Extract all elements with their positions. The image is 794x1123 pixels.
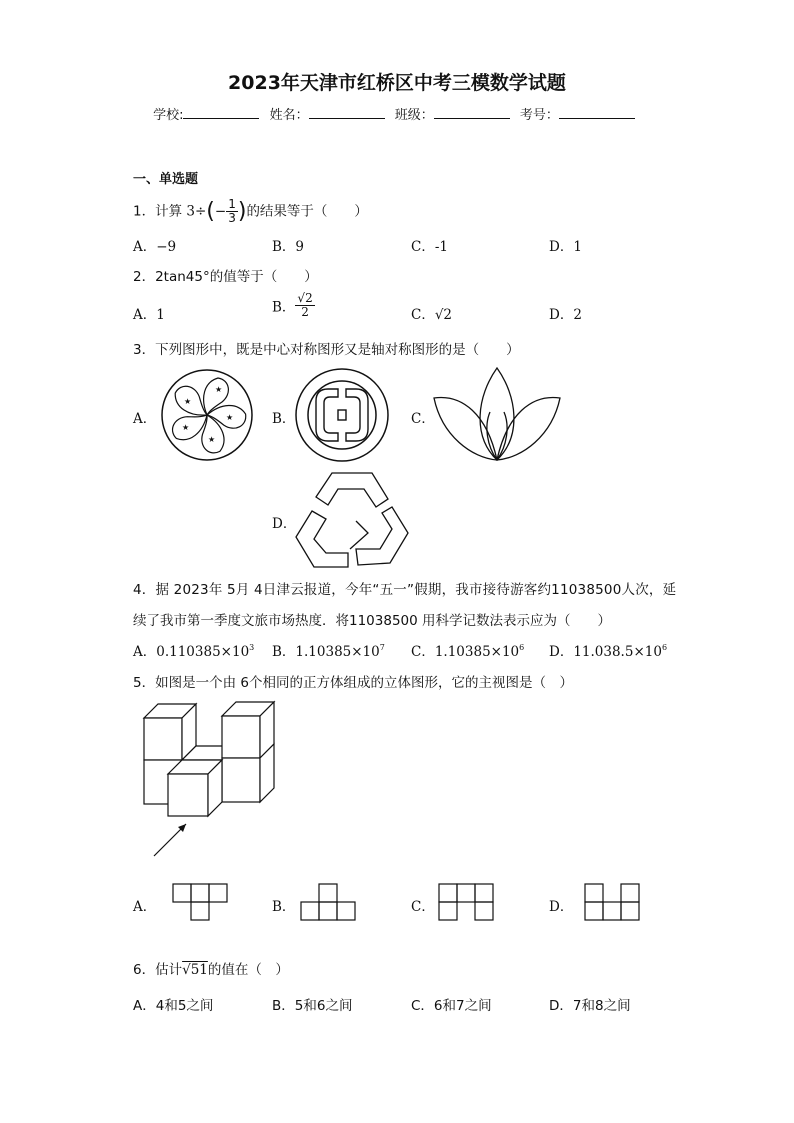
page-title: 2023年天津市红桥区中考三模数学试题 [228, 72, 566, 94]
q4-option-c[interactable] [411, 640, 524, 660]
question-3-stem: 3．下列图形中，既是中心对称图形又是轴对称图形的是（ ） [133, 342, 520, 358]
q3-label-c[interactable]: C． [411, 411, 435, 427]
q4-option-a[interactable] [133, 640, 254, 660]
q6-option-c[interactable]: C．6和7之间 [411, 998, 492, 1014]
svg-text:★: ★ [208, 435, 216, 444]
q1-frac-den: 3 [228, 211, 236, 225]
q4-option-c-base: C．1.10385×10 [411, 644, 520, 660]
q1-frac-num: 1 [228, 197, 236, 211]
q1-right-paren: ) [237, 199, 247, 224]
section-heading: 一、单选题 [133, 172, 199, 187]
svg-text:★: ★ [184, 397, 192, 406]
q4-option-b-base: B．1.10385×10 [272, 644, 380, 660]
q3-label-a[interactable]: A． [133, 411, 157, 427]
school-blank[interactable] [183, 106, 259, 119]
q4-option-d[interactable] [549, 640, 667, 660]
q1-option-a[interactable]: A．−9 [133, 239, 177, 255]
q3-label-b[interactable]: B． [272, 411, 296, 427]
q5-option-c-view[interactable] [438, 883, 496, 921]
q3-figure-a-bauhinia[interactable] [160, 368, 254, 462]
q6-pre: 6．估计 [133, 962, 183, 978]
class-blank[interactable] [434, 106, 510, 119]
q1-option-c[interactable]: C．-1 [411, 239, 448, 255]
q3-figure-b-coin[interactable] [294, 367, 390, 463]
q2-option-b[interactable] [272, 292, 315, 319]
class-label: 班级： [394, 108, 434, 123]
q1-pre: 计算 [155, 203, 183, 220]
q4-option-d-exp: 6 [661, 643, 668, 652]
q1-number: 1． [133, 203, 156, 220]
svg-text:★: ★ [215, 385, 223, 394]
q2-option-b-den: 2 [301, 305, 309, 319]
q6-option-b[interactable]: B．5和6之间 [272, 998, 353, 1014]
name-label: 姓名： [269, 108, 309, 123]
q2-option-b-num: √2 [297, 291, 313, 305]
q5-label-d[interactable]: D． [549, 899, 574, 915]
q2-option-a[interactable]: A．1 [133, 307, 165, 323]
q5-option-b-view[interactable] [300, 883, 358, 921]
school-label: 学校: [153, 108, 184, 123]
q3-label-d[interactable]: D． [272, 516, 297, 532]
q5-cube-stack-figure [140, 700, 280, 860]
q5-option-a-view[interactable] [172, 883, 230, 921]
q2-option-b-label: B． [272, 299, 296, 316]
q4-option-a-exp: 3 [249, 643, 255, 652]
q1-expr-lead: 3÷ [186, 203, 207, 220]
student-info-line [0, 104, 794, 123]
q4-option-b-exp: 7 [379, 643, 385, 652]
q2-option-b-fraction [295, 292, 314, 319]
q6-radical: √51 [182, 962, 208, 978]
q1-option-d[interactable]: D．1 [549, 239, 582, 255]
q3-figure-d-triangle[interactable] [296, 471, 408, 567]
q5-label-a[interactable]: A． [133, 899, 157, 915]
q5-label-c[interactable]: C． [411, 899, 435, 915]
question-2-stem: 2．2tan45°的值等于（ ） [133, 269, 318, 285]
q2-option-d[interactable]: D．2 [549, 307, 582, 323]
q4-option-d-base: D．11.038.5×10 [549, 644, 662, 660]
q2-option-c[interactable]: C．√2 [411, 307, 453, 323]
q4-option-c-exp: 6 [519, 643, 525, 652]
q6-option-a[interactable]: A．4和5之间 [133, 998, 214, 1014]
question-4-line-2: 续了我市第一季度文旅市场热度．将11038500 用科学记数法表示应为（ ） [133, 613, 612, 629]
q6-option-d[interactable]: D．7和8之间 [549, 998, 631, 1014]
q1-post: 的结果等于（ ） [246, 203, 368, 220]
q1-option-b[interactable]: B．9 [272, 239, 305, 255]
q5-option-d-view[interactable] [584, 883, 642, 921]
svg-text:★: ★ [226, 413, 234, 422]
q1-fraction [226, 198, 238, 225]
q4-option-b[interactable] [272, 640, 385, 660]
q6-post: 的值在（ ） [207, 962, 289, 978]
q4-option-a-base: A．0.110385×10 [133, 644, 250, 660]
q1-left-paren: ( [206, 199, 215, 224]
question-5-stem: 5．如图是一个由 6个相同的正方体组成的立体图形，它的主视图是（ ） [133, 675, 573, 691]
name-blank[interactable] [309, 106, 385, 119]
question-1-stem: 1．计算 3÷(− $\frac{1}{3}$ )的结果等于（ ） [133, 197, 368, 225]
q5-label-b[interactable]: B． [272, 899, 296, 915]
exam-number-label: 考号： [519, 108, 559, 123]
question-6-stem [133, 958, 289, 978]
question-4-line-1: 4．据 2023年 5月 4日津云报道，今年“五一”假期，我市接待游客约11038500人次，延 [133, 582, 677, 598]
exam-number-blank[interactable] [559, 106, 635, 119]
svg-text:★: ★ [182, 423, 190, 432]
q3-figure-c-lotus[interactable] [432, 366, 562, 462]
